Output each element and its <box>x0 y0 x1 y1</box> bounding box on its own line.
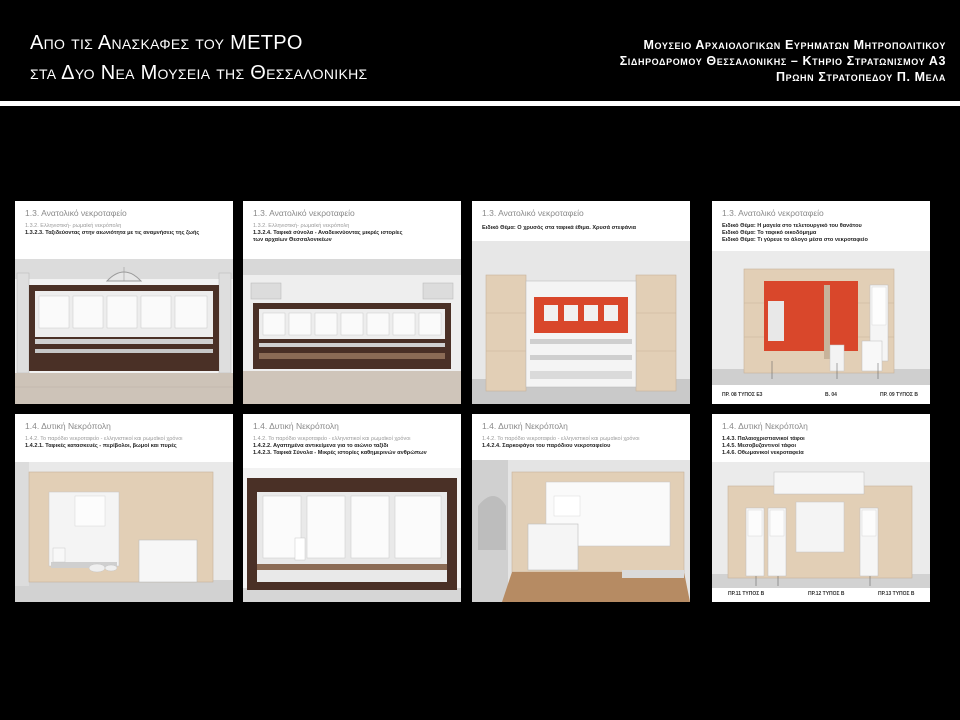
panel-line: των αρχαίων Θεσσαλονικέων <box>253 237 332 243</box>
panel-8 <box>712 414 930 602</box>
panel-line: 1.4.2.3. Ταφικά Σύνολα - Μικρές ιστορίες καθημερινών ανθρώπων <box>253 450 427 456</box>
panel-subsection: 1.3.2. Ελληνιστική- ρωμαϊκή νεκρόπολη <box>25 223 122 229</box>
exhibit-render <box>15 462 233 602</box>
exhibit-render <box>243 468 461 602</box>
panel-1 <box>15 201 233 404</box>
panel-7 <box>472 414 690 602</box>
panel-line: Ειδικό Θέμα: Τι γύρευε το άλογο μέσα στο νεκροταφείο <box>722 237 868 243</box>
slide-title-line-2: στα Δυο Νεα Μουσεια της Θεσσαλονικης <box>30 62 368 84</box>
panel-section: 1.4. Δυτική Νεκρόπολη <box>722 421 808 431</box>
header-divider <box>0 101 960 106</box>
panel-caption: ΠΡ. 09 ΤΥΠΟΣ Β <box>880 392 918 398</box>
panel-section: 1.4. Δυτική Νεκρόπολη <box>253 421 339 431</box>
museum-title <box>620 37 946 85</box>
panel-section: 1.4. Δυτική Νεκρόπολη <box>25 421 111 431</box>
panel-line: Ειδικό Θέμα: Ο χρυσός στα ταφικά έθιμα. Χρυσά στεφάνια <box>482 225 637 231</box>
panel-section: 1.3. Ανατολικό νεκροταφείο <box>253 208 355 218</box>
panel-line: 1.3.2.3. Ταξιδεύοντας στην αιωνιότητα με τις αναμνήσεις της ζωής <box>25 230 200 236</box>
slide-title-line-1: Απο τις Ανασκαφες του ΜΕΤΡΟ <box>30 32 303 54</box>
panel-section: 1.3. Ανατολικό νεκροταφείο <box>25 208 127 218</box>
exhibit-render <box>472 460 690 602</box>
panel-4 <box>712 201 930 404</box>
panel-line: 1.3.2.4. Ταφικά σύνολα - Αναδεικνύοντας μικρές ιστορίες <box>253 230 403 236</box>
slide-title <box>30 28 367 88</box>
panel-line: 1.4.6. Οθωμανικοί νεκροταφεία <box>722 450 804 456</box>
exhibit-render <box>712 251 930 385</box>
panel-line: 1.4.2.1. Ταφικές κατασκευές - περίβολοι, βωμοί και πυρές <box>25 443 177 449</box>
panel-subsection: 1.4.2. Το παρόδιο νεκροταφείο - ελληνιστικοί και ρωμαϊκοί χρόνοι <box>482 436 640 442</box>
exhibit-render <box>15 259 233 404</box>
panel-caption: Β. 04 <box>825 392 837 398</box>
panel-subsection: 1.3.2. Ελληνιστική- ρωμαϊκή νεκρόπολη <box>253 223 350 229</box>
panel-section: 1.4. Δυτική Νεκρόπολη <box>482 421 568 431</box>
panel-line: 1.4.5. Μεσοβυζαντινοί τάφοι <box>722 443 797 449</box>
panel-6 <box>243 414 461 602</box>
panel-section: 1.3. Ανατολικό νεκροταφείο <box>722 208 824 218</box>
panel-line: Ειδικό Θέμα: Η μαγεία στο τελετουργικό του θανάτου <box>722 223 862 229</box>
panel-line: 1.4.2.4. Σαρκοφάγοι του παρόδιου νεκροταφείου <box>482 443 611 449</box>
panel-caption: ΠΡ.11 ΤΥΠΟΣ Β <box>728 591 765 597</box>
exhibit-render <box>472 241 690 404</box>
panel-section: 1.3. Ανατολικό νεκροταφείο <box>482 208 584 218</box>
panel-line: Ειδικό Θέμα: Το ταφικό οικοδόμημα <box>722 230 817 236</box>
exhibit-render <box>243 259 461 404</box>
panel-line: 1.4.3. Παλαιοχριστιανικοί τάφοι <box>722 436 805 442</box>
museum-title-line-3: Πρωην Στρατοπεδου Π. Μελα <box>776 70 946 84</box>
panel-line: 1.4.2.2. Αγαπημένα αντικείμενα για το αιώνιο ταξίδι <box>253 443 389 449</box>
panel-subsection: 1.4.2. Το παρόδιο νεκροταφείο - ελληνιστικοί και ρωμαϊκοί χρόνοι <box>25 436 183 442</box>
panel-2 <box>243 201 461 404</box>
museum-title-line-1: Μουσειο Αρχαιολογικων Ευρηματων Μητροπολιτικου <box>643 38 946 52</box>
museum-title-line-2: Σιδηροδρομου Θεσσαλονικης – Κτηριο Στρατωνισμου Α3 <box>619 54 946 68</box>
panel-3 <box>472 201 690 404</box>
panel-caption: ΠΡ. 08 ΤΥΠΟΣ Ε3 <box>722 392 763 398</box>
exhibit-render <box>712 462 930 588</box>
panel-caption: ΠΡ.12 ΤΥΠΟΣ Β <box>808 591 845 597</box>
panel-5 <box>15 414 233 602</box>
panel-caption: ΠΡ.13 ΤΥΠΟΣ Β <box>878 591 915 597</box>
panel-subsection: 1.4.2. Το παρόδιο νεκροταφείο - ελληνιστικοί και ρωμαϊκοί χρόνοι <box>253 436 411 442</box>
